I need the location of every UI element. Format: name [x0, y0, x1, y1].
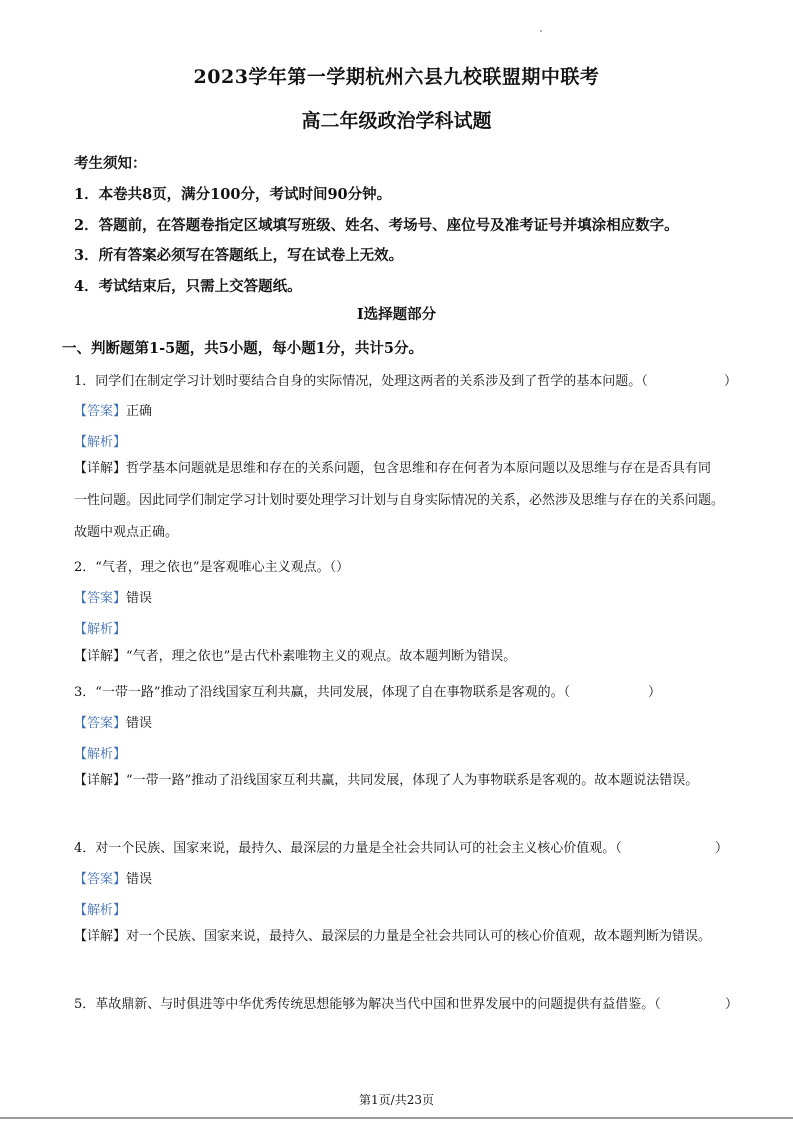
- answer-blank-close: ）: [715, 841, 729, 856]
- question-4: [74, 837, 622, 856]
- answer-tag: 【答案】: [74, 872, 127, 887]
- answer-blank-close: ）: [725, 997, 739, 1012]
- detail-text: 哲学基本问题就是思维和存在的关系问题，包含思维和存在何者为本原问题以及思维与存在是否具有同一性问题。因此同学们制定学习计划时要处理学习计划与自身实际情况的关系，必然涉及思维与存在的关系问题。故题中观点正确。: [74, 461, 725, 540]
- answer-tag: 【答案】: [74, 716, 127, 731]
- detail-paragraph: [74, 641, 724, 673]
- question-5: [74, 993, 661, 1012]
- scan-dot: [540, 30, 542, 32]
- section-title: Ⅰ选择题部分: [356, 306, 437, 323]
- answer-row: [74, 712, 152, 731]
- detail-text: “气者，理之依也”是古代朴素唯物主义的观点。故本题判断为错误。: [126, 649, 517, 664]
- detail-text: 对一个民族、国家来说，最持久、最深层的力量是全社会共同认可的核心价值观，故本题判断为错误。: [126, 929, 712, 944]
- analysis-tag: 【解析】: [74, 903, 127, 918]
- detail-paragraph: [74, 921, 724, 953]
- answer-tag: 【答案】: [74, 591, 127, 606]
- detail-paragraph: [74, 453, 724, 549]
- analysis-row: [74, 743, 126, 762]
- analysis-row: [74, 618, 126, 637]
- answer-blank-close: ）: [648, 685, 662, 700]
- notice-heading: 考生须知：: [74, 155, 147, 172]
- exam-subtitle: 高二年级政治学科试题: [301, 110, 492, 132]
- answer-value: 错误: [126, 591, 153, 606]
- answer-blank-close: ）: [724, 374, 738, 389]
- question-text: 5．革故鼎新、与时俱进等中华优秀传统思想能够为解决当代中国和世界发展中的问题提供有益借鉴。（: [74, 997, 661, 1012]
- question-text: 4．对一个民族、国家来说，最持久、最深层的力量是全社会共同认可的社会主义核心价值观。（: [74, 841, 622, 856]
- detail-tag: 【详解】: [74, 461, 127, 476]
- answer-value: 错误: [126, 716, 153, 731]
- notice-item: 3．所有答案必须写在答题纸上，写在试卷上无效。: [74, 247, 404, 264]
- notice-item: 1．本卷共8页，满分100分，考试时间90分钟。: [74, 186, 392, 203]
- exam-title: 2023学年第一学期杭州六县九校联盟期中联考: [193, 66, 600, 88]
- answer-value: 正确: [126, 404, 153, 419]
- question-text: 2．“气者，理之依也”是客观唯心主义观点。（）: [74, 560, 350, 575]
- analysis-row: [74, 431, 126, 450]
- page-number: 第1页/共23页: [359, 1093, 434, 1107]
- analysis-tag: 【解析】: [74, 435, 127, 450]
- question-text: 3．“一带一路”推动了沿线国家互利共赢，共同发展，体现了自在事物联系是客观的。（: [74, 685, 571, 700]
- analysis-tag: 【解析】: [74, 747, 127, 762]
- detail-text: “一带一路”推动了沿线国家互利共赢，共同发展，体现了人为事物联系是客观的。故本题说法错误。: [126, 773, 699, 788]
- detail-tag: 【详解】: [74, 649, 127, 664]
- answer-row: [74, 400, 152, 419]
- answer-row: [74, 868, 152, 887]
- question-1: [74, 370, 648, 389]
- question-text: 1．同学们在制定学习计划时要结合自身的实际情况，处理这两者的关系涉及到了哲学的基本问题。（: [74, 374, 648, 389]
- notice-item: 2．答题前，在答题卷指定区域填写班级、姓名、考场号、座位号及准考证号并填涂相应数字。: [74, 217, 679, 234]
- analysis-tag: 【解析】: [74, 622, 127, 637]
- answer-value: 错误: [126, 872, 153, 887]
- analysis-row: [74, 899, 126, 918]
- page-bottom-rule: [0, 1117, 793, 1119]
- detail-paragraph: [74, 765, 724, 797]
- detail-tag: 【详解】: [74, 929, 127, 944]
- question-3: [74, 681, 570, 700]
- notice-item: 4．考试结束后，只需上交答题纸。: [74, 278, 302, 295]
- detail-tag: 【详解】: [74, 773, 127, 788]
- answer-tag: 【答案】: [74, 404, 127, 419]
- answer-row: [74, 587, 152, 606]
- question-2: [74, 556, 349, 575]
- part-title: 一、判断题第1-5题，共5小题，每小题1分，共计5分。: [62, 340, 423, 357]
